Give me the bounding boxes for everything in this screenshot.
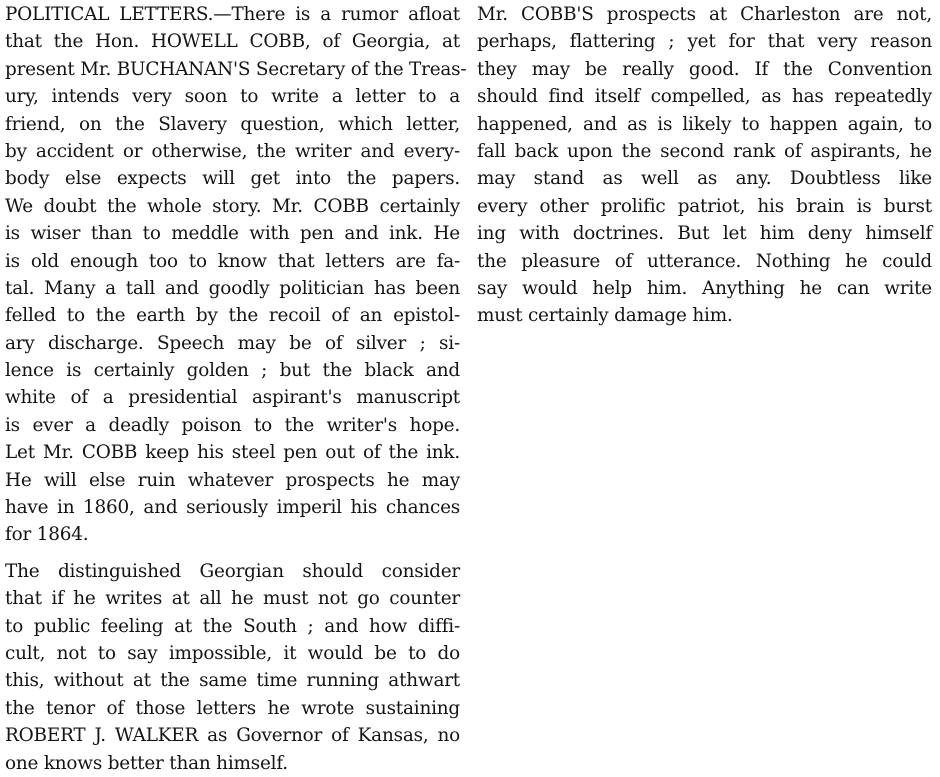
article-column-right (477, 0, 932, 330)
text-line: to public feeling at the South ; and how diffi- (5, 615, 460, 637)
text-line: POLITICAL LETTERS.—There is a rumor afloat (5, 4, 460, 25)
paragraph-charleston-prospects (477, 1, 932, 330)
text-line: present Mr. BUCHANAN'S Secretary of the Treas- (5, 58, 467, 80)
text-line: body else expects will get into the papers. (5, 168, 460, 190)
text-line: ary discharge. Speech may be of silver ; si- (5, 332, 460, 354)
text-line: Mr. COBB'S prospects at Charleston are not, (477, 4, 932, 25)
text-line: every other prolific patriot, his brain is burst (477, 195, 932, 217)
text-line: must certainly damage him. (477, 305, 733, 327)
text-line: for 1864. (5, 524, 89, 546)
text-line: tal. Many a tall and goodly politician has been (5, 277, 460, 299)
text-line: the tenor of those letters he wrote sustaining (5, 697, 460, 719)
text-line: should find itself compelled, as has repeatedly (477, 86, 932, 108)
paragraph-political-letters (5, 1, 467, 549)
text-line: white of a presidential aspirant's manuscript (5, 387, 460, 409)
text-line: ury, intends very soon to write a letter to a (5, 86, 460, 108)
text-line: by accident or otherwise, the writer and every- (5, 140, 460, 162)
text-line: fall back upon the second rank of aspirants, he (477, 140, 932, 162)
text-line: that if he writes at all he must not go counter (5, 588, 460, 610)
text-line: Let Mr. COBB keep his steel pen out of the ink. (5, 442, 460, 464)
text-line: may stand as well as any. Doubtless like (477, 168, 932, 190)
text-line: is ever a deadly poison to the writer's hope. (5, 414, 460, 436)
text-line: happened, and as is likely to happen again, to (477, 113, 932, 135)
text-line: ROBERT J. WALKER as Governor of Kansas, no (5, 725, 460, 747)
text-line: this, without at the same time running athwart (5, 670, 460, 692)
text-line: one knows better than himself. (5, 752, 288, 774)
text-line: We doubt the whole story. Mr. COBB certainly (5, 195, 460, 217)
text-line: perhaps, flattering ; yet for that very reason (477, 31, 932, 53)
text-line: felled to the earth by the recoil of an epistol- (5, 305, 460, 327)
text-line: ing with doctrines. But let him deny himself (477, 223, 932, 245)
text-line: they may be really good. If the Convention (477, 58, 932, 80)
text-line: The distinguished Georgian should consider (5, 560, 460, 582)
paragraph-distinguished-georgian (5, 558, 460, 777)
paragraph-gap (5, 549, 460, 558)
text-line: say would help him. Anything he can write (477, 277, 932, 299)
text-line: He will else ruin whatever prospects he may (5, 469, 460, 491)
text-line: have in 1860, and seriously imperil his chances (5, 497, 460, 519)
text-line: cult, not to say impossible, it would be to do (5, 642, 460, 664)
text-line: is wiser than to meddle with pen and ink. He (5, 223, 460, 245)
text-line: friend, on the Slavery question, which letter, (5, 113, 460, 135)
text-line: the pleasure of utterance. Nothing he could (477, 250, 932, 272)
text-line: lence is certainly golden ; but the black and (5, 360, 460, 382)
text-line: is old enough too to know that letters are fa- (5, 250, 460, 272)
text-line: that the Hon. HOWELL COBB, of Georgia, at (5, 31, 460, 53)
article-column-left (5, 0, 467, 777)
